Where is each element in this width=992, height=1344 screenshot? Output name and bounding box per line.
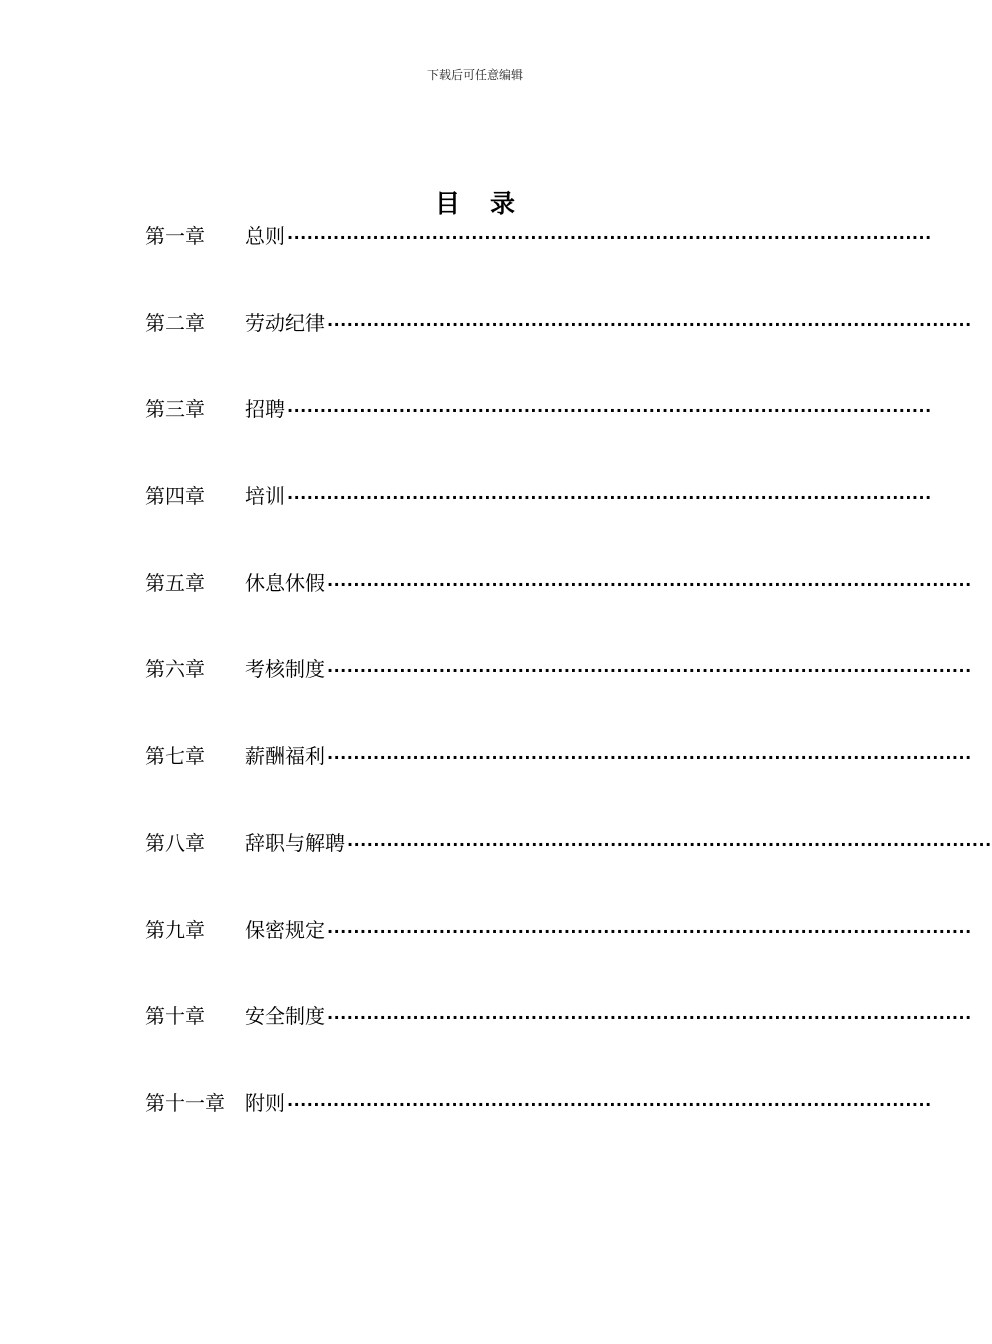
toc-chapter-name: 保密规定 [245,917,325,942]
toc-chapter-label: 第二章 [145,310,205,335]
toc-entry-11[interactable] [145,1088,932,1175]
toc-dot-leader: ·································································································· [327,661,972,681]
toc-title [0,184,950,220]
toc-dot-leader: ·································································································· [287,228,932,247]
toc-chapter-label: 第八章 [145,830,205,855]
toc-dot-leader: ·································································································· [287,488,932,508]
toc-chapter-label: 第四章 [145,484,205,509]
toc-dot-leader: ·································································································· [287,401,932,421]
toc-entry-3[interactable] [145,394,932,481]
toc-entry-5[interactable] [145,568,972,655]
toc-title-right: 录 [490,189,516,218]
toc-dot-leader: ·································································································· [347,834,992,854]
toc-chapter-label: 第一章 [145,224,205,248]
toc-list [145,221,992,1175]
toc-entry-10[interactable] [145,1001,972,1088]
toc-chapter-label: 第七章 [145,744,205,769]
toc-chapter-label: 第九章 [145,917,205,942]
toc-entry-7[interactable] [145,741,972,828]
toc-dot-leader: ·································································································· [327,574,972,594]
toc-entry-1[interactable] [145,221,932,308]
toc-entry-8[interactable] [145,828,992,915]
toc-chapter-label: 第六章 [145,657,205,682]
toc-chapter-name: 安全制度 [245,1004,325,1029]
toc-chapter-label: 第十章 [145,1004,205,1029]
toc-chapter-name: 总则 [245,224,285,248]
toc-chapter-name: 劳动纪律 [245,310,325,335]
toc-entry-9[interactable] [145,915,972,1002]
toc-chapter-name: 辞职与解聘 [245,830,345,855]
toc-dot-leader: ·································································································· [327,921,972,941]
toc-dot-leader: ·································································································· [327,314,972,334]
toc-dot-leader: ·································································································· [327,748,972,768]
toc-chapter-label: 第五章 [145,570,205,595]
toc-entry-6[interactable] [145,654,972,741]
toc-chapter-name: 附则 [245,1090,285,1115]
toc-chapter-name: 休息休假 [245,570,325,595]
toc-title-left: 目 [434,189,460,218]
toc-entry-4[interactable] [145,481,932,568]
toc-dot-leader: ·································································································· [287,1094,932,1114]
toc-entry-2[interactable] [145,308,972,395]
toc-chapter-name: 招聘 [245,397,285,422]
toc-chapter-label: 第三章 [145,397,205,422]
page-header-note: 下载后可任意编辑 [426,68,523,82]
toc-chapter-name: 薪酬福利 [245,744,325,769]
toc-chapter-name: 考核制度 [245,657,325,682]
toc-dot-leader: ·································································································· [327,1008,972,1028]
toc-chapter-label: 第十一章 [145,1090,225,1115]
toc-chapter-name: 培训 [245,484,285,509]
